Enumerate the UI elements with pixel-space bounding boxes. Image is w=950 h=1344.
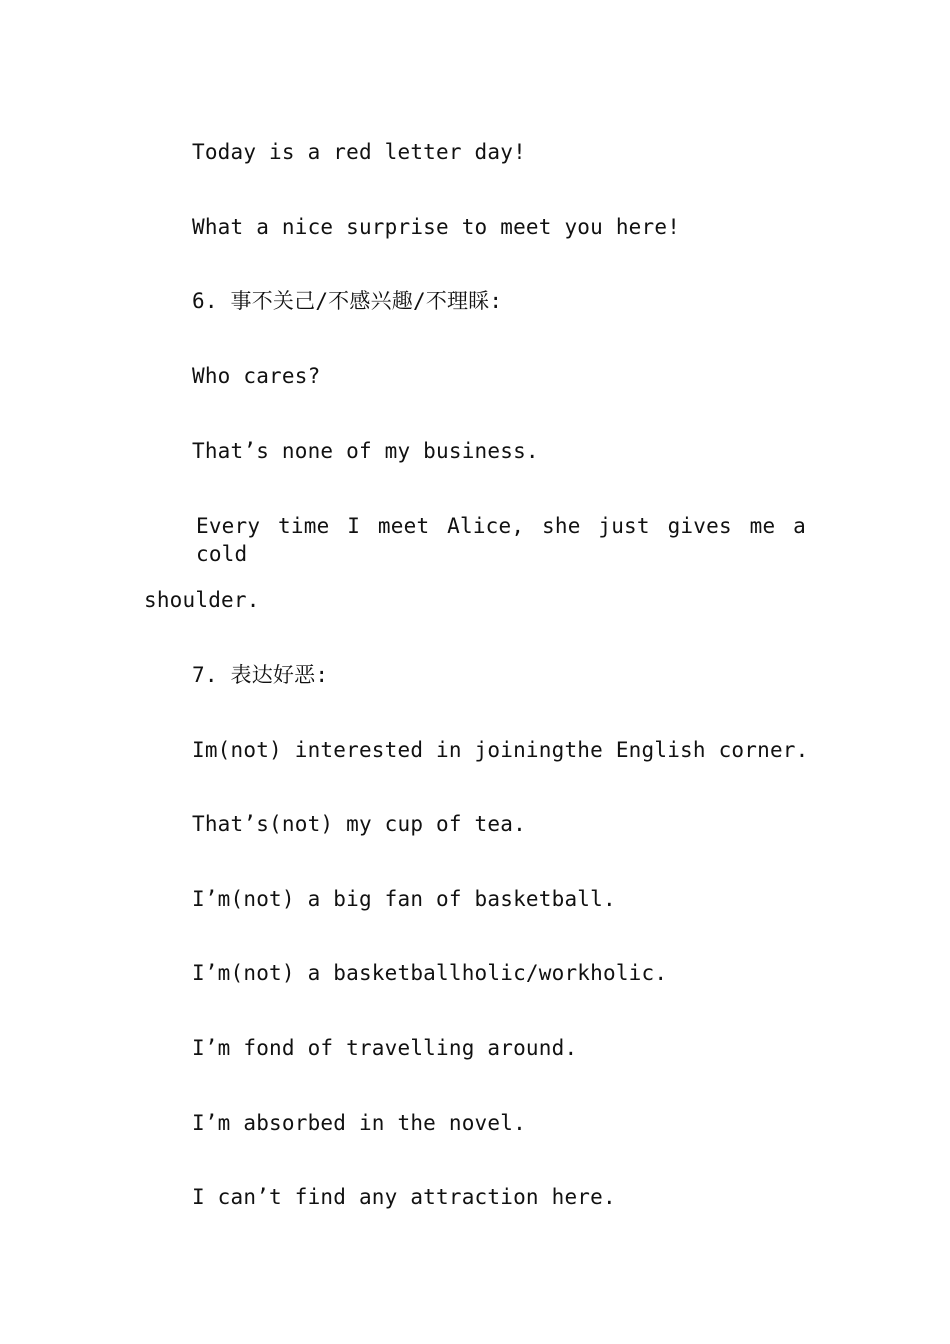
text-line: Who cares? — [192, 364, 321, 388]
text-line: I’m(not) a basketballholic/workholic. — [192, 961, 668, 985]
text-line: Today is a red letter day! — [192, 140, 526, 164]
section-heading: 7. 表达好恶: — [192, 663, 329, 687]
text-line: That’s(not) my cup of tea. — [192, 812, 526, 836]
text-line: I’m absorbed in the novel. — [192, 1111, 526, 1135]
text-line: shoulder. — [144, 588, 260, 612]
text-line: Every time I meet Alice, she just gives me a cold — [196, 514, 806, 566]
text-line: What a nice surprise to meet you here! — [192, 215, 681, 239]
text-line: I’m fond of travelling around. — [192, 1036, 578, 1060]
text-line: Im(not) interested in joiningthe English corner. — [192, 738, 809, 762]
text-line: That’s none of my business. — [192, 439, 539, 463]
text-line: I’m(not) a big fan of basketball. — [192, 887, 616, 911]
text-line: I can’t find any attraction here. — [192, 1185, 616, 1209]
section-heading: 6. 事不关己/不感兴趣/不理睬: — [192, 289, 503, 313]
